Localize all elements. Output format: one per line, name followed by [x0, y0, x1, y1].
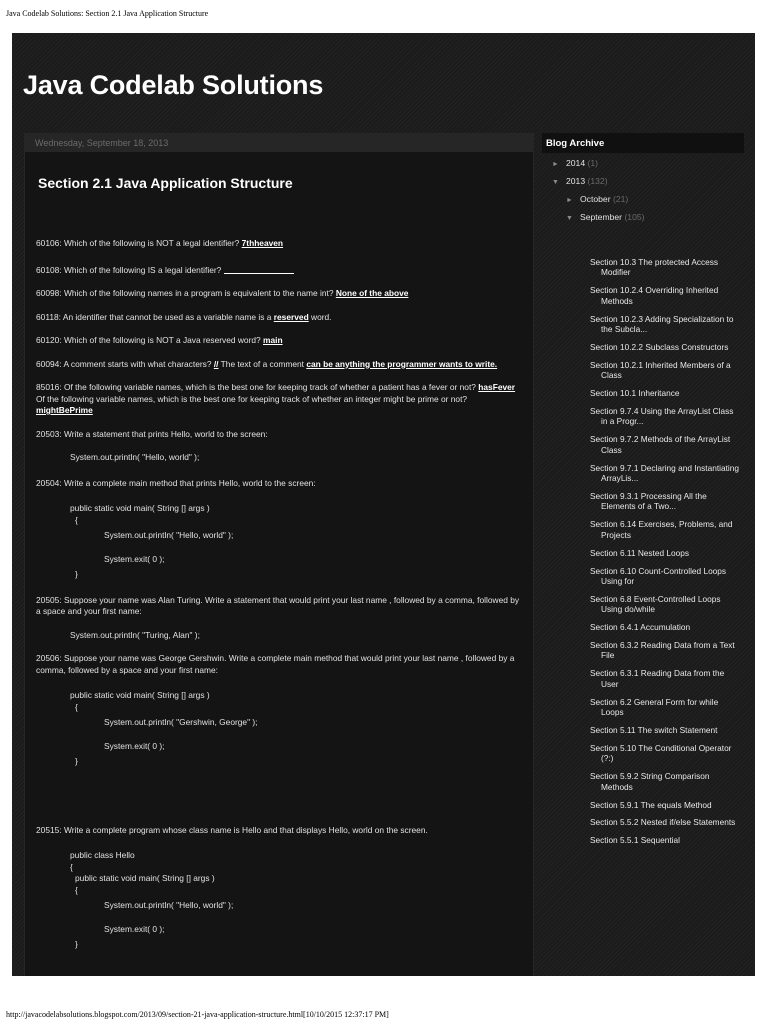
archive-post-link[interactable]: Section 5.11 The switch Statement — [590, 725, 718, 735]
archive-title: Blog Archive — [546, 138, 605, 149]
answer-link[interactable]: can be anything the programmer wants to write. — [306, 358, 498, 369]
question-85016: 85016: Of the following variable names, which is the best one for keeping track of whether a patient has a fever or not? hasFever Of the following variable names, which is the best one for keeping track of whether an integer might be prime or not? mightBePrime — [36, 382, 516, 415]
question-20505: 20505: Suppose your name was Alan Turing. Write a statement that would print your last name , followed by a comma, followed by a space and your first name: — [36, 594, 520, 616]
answer-link[interactable]: reserved — [273, 311, 309, 322]
answer-link[interactable]: None of the above — [335, 288, 409, 298]
blog-page — [12, 33, 755, 976]
post-column — [24, 133, 534, 976]
archive-post-link[interactable]: Section 6.3.1 Reading Data from the User — [590, 668, 725, 689]
archive-post-link[interactable]: Section 9.7.2 Methods of the ArrayList Class — [590, 434, 731, 455]
archive-post-link[interactable]: Section 6.10 Count-Controlled Loops Using for — [590, 565, 727, 586]
blog-title[interactable]: Java Codelab Solutions — [23, 70, 324, 100]
answer-link[interactable]: main — [263, 335, 283, 345]
code-line: System.out.println( "Gershwin, George" ); — [104, 717, 258, 727]
archive-post-link[interactable]: Section 5.5.2 Nested if/else Statements — [590, 817, 736, 828]
code-line: { — [70, 861, 73, 872]
answer-link[interactable]: mightBePrime — [36, 405, 93, 415]
archive-post-link[interactable]: Section 10.1 Inheritance — [590, 388, 680, 399]
archive-post-link[interactable]: Section 6.14 Exercises, Problems, and Projects — [590, 519, 733, 540]
question-60098: 60098: Which of the following names in a program is equivalent to the name int? None of the above — [36, 288, 409, 298]
archive-post-link[interactable]: Section 10.2.3 Adding Specialization to the Subcla... — [590, 313, 734, 335]
archive-post-list — [590, 257, 740, 853]
question-60118: 60118: An identifier that cannot be used as a variable name is a reserved word. — [36, 311, 332, 322]
archive-post-link[interactable]: Section 6.3.2 Reading Data from a Text File — [590, 640, 735, 661]
archive-post-link[interactable]: Section 9.7.4 Using the ArrayList Class in a Progr... — [590, 406, 734, 427]
print-header: Java Codelab Solutions: Section 2.1 Java Application Structure — [6, 9, 209, 18]
archive-year-2014[interactable]: ► 2014 (1) — [552, 158, 599, 168]
code-line: System.out.println( "Hello, world" ); — [70, 452, 200, 462]
post-body — [36, 238, 523, 951]
sidebar — [542, 133, 744, 976]
code-line: { — [75, 514, 78, 525]
code-line: System.exit( 0 ); — [104, 553, 165, 564]
archive-post-link[interactable]: Section 10.2.2 Subclass Constructors — [590, 341, 729, 352]
archive-header — [542, 133, 744, 153]
archive-post-link[interactable]: Section 6.2 General Form for while Loops — [590, 696, 719, 718]
print-footer: http://javacodelabsolutions.blogspot.com/2013/09/section-21-java-application-structure.html[10/10/2015 12:37:17 PM] — [6, 1010, 389, 1019]
code-line: System.exit( 0 ); — [104, 923, 165, 934]
code-line: System.out.println( "Hello, world" ); — [104, 530, 234, 540]
question-20515: 20515: Write a complete program whose class name is Hello and that displays Hello, world on the screen. — [36, 824, 428, 835]
code-line: public static void main( String [] args ) — [70, 503, 210, 513]
collapse-arrow-icon[interactable]: ▼ — [566, 215, 573, 222]
code-line: public static void main( String [] args ) — [70, 690, 210, 700]
question-20506: 20506: Suppose your name was George Gershwin. Write a complete main method that would print your last name , followed by a comma, followed by a space and your first name: — [36, 653, 515, 675]
question-20504: 20504: Write a complete main method that prints Hello, world to the screen: — [36, 477, 316, 488]
post-date: Wednesday, September 18, 2013 — [35, 138, 169, 148]
archive-post-link[interactable]: Section 6.8 Event-Controlled Loops Using do/while — [590, 593, 721, 615]
archive-post-link[interactable]: Section 10.2.4 Overriding Inherited Methods — [590, 285, 719, 306]
code-line: } — [75, 939, 78, 949]
question-60094: 60094: A comment starts with what characters? // The text of a comment can be anything the programmer wants to write. — [36, 358, 498, 369]
expand-arrow-icon[interactable]: ► — [566, 197, 573, 204]
date-header — [25, 134, 533, 152]
archive-post-link[interactable]: Section 5.5.1 Sequential — [590, 835, 680, 846]
archive-post-link[interactable]: Section 5.9.2 String Comparison Methods — [590, 771, 710, 792]
archive-year-2013[interactable]: ▼ 2013 (132) — [552, 176, 608, 186]
question-20503: 20503: Write a statement that prints Hello, world to the screen: — [36, 428, 268, 439]
archive-post-link[interactable]: Section 9.7.1 Declaring and Instantiating ArrayLis... — [590, 462, 739, 484]
code-line: System.out.println( "Hello, world" ); — [104, 900, 234, 910]
code-line: public static void main( String [] args ) — [75, 873, 215, 883]
archive-post-link[interactable]: Section 10.2.1 Inherited Members of a Class — [590, 359, 731, 381]
question-60120: 60120: Which of the following is NOT a Java reserved word? main — [36, 335, 283, 345]
code-line: System.exit( 0 ); — [104, 740, 165, 751]
answer-link[interactable]: 7thheaven — [241, 238, 284, 248]
archive-post-link[interactable]: Section 10.3 The protected Access Modifier — [590, 257, 719, 278]
code-line: System.out.println( "Turing, Alan" ); — [70, 629, 200, 640]
answer-link[interactable]: // — [213, 358, 219, 369]
archive-post-link[interactable]: Section 5.9.1 The equals Method — [590, 799, 712, 810]
code-line: public class Hello — [70, 850, 135, 860]
code-line: } — [75, 569, 78, 579]
archive-post-link[interactable]: Section 6.4.1 Accumulation — [590, 622, 691, 633]
code-line: } — [75, 756, 78, 766]
archive-post-link[interactable]: Section 5.10 The Conditional Operator (?:) — [590, 742, 732, 764]
post-title[interactable]: Section 2.1 Java Application Structure — [38, 175, 293, 191]
code-line: { — [75, 701, 78, 712]
archive-post-link[interactable]: Section 9.3.1 Processing All the Elements of a Two... — [590, 491, 707, 512]
answer-link[interactable]: hasFever — [478, 382, 516, 392]
archive-month-september[interactable]: ▼ September (105) — [566, 212, 645, 222]
expand-arrow-icon[interactable]: ► — [552, 161, 559, 168]
code-line: { — [75, 884, 78, 895]
archive-post-link[interactable]: Section 6.11 Nested Loops — [590, 547, 690, 558]
answer-blank — [224, 264, 294, 274]
collapse-arrow-icon[interactable]: ▼ — [552, 179, 559, 186]
question-60106: 60106: Which of the following is NOT a legal identifier? 7thheaven — [36, 238, 284, 248]
question-60108: 60108: Which of the following IS a legal identifier? — [36, 264, 523, 277]
archive-month-october[interactable]: ► October (21) — [566, 194, 629, 204]
